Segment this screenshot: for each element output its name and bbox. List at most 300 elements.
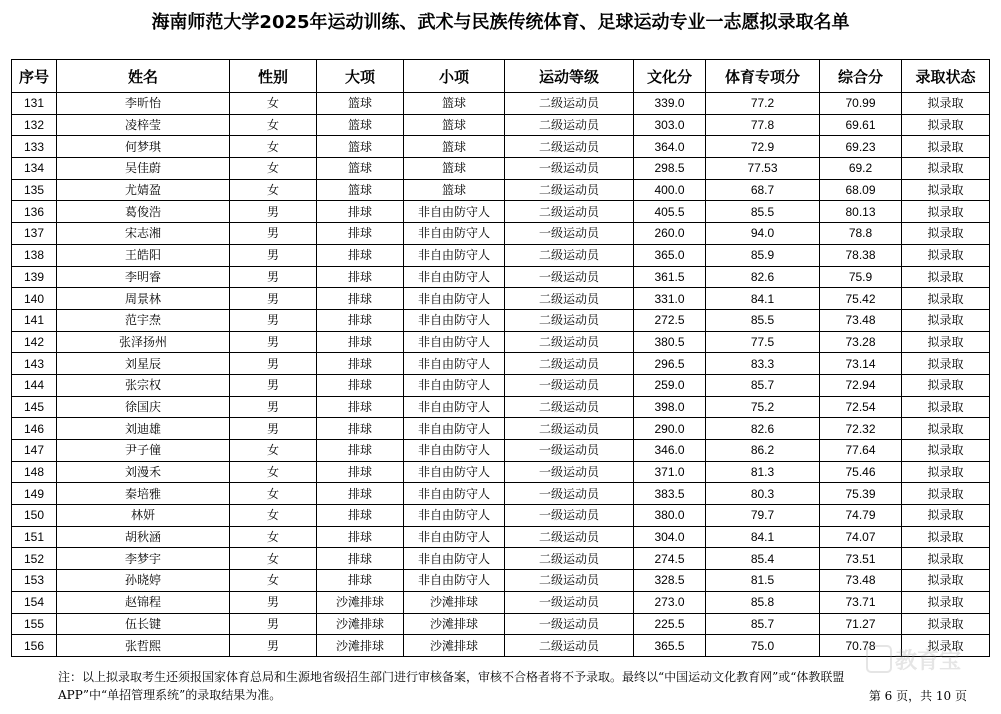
table-cell: 73.51 [820,548,902,570]
table-cell: 排球 [317,353,404,375]
watermark-text: 教育宝 [895,649,962,674]
table-cell: 篮球 [317,158,404,180]
table-cell: 339.0 [634,93,706,115]
table-cell: 135 [12,179,57,201]
table-cell: 拟录取 [902,613,990,635]
table-cell: 沙滩排球 [317,591,404,613]
table-cell: 非自由防守人 [404,309,505,331]
table-cell: 140 [12,288,57,310]
table-cell: 85.5 [706,201,820,223]
table-cell: 排球 [317,201,404,223]
table-cell: 男 [230,288,317,310]
table-cell: 周景林 [57,288,230,310]
table-cell: 凌梓莹 [57,114,230,136]
table-cell: 81.3 [706,461,820,483]
table-cell: 非自由防守人 [404,266,505,288]
table-cell: 365.5 [634,635,706,657]
table-cell: 范宇焘 [57,309,230,331]
table-cell: 男 [230,201,317,223]
table-cell: 380.0 [634,505,706,527]
table-cell: 二级运动员 [505,353,634,375]
table-cell: 篮球 [317,93,404,115]
table-cell: 131 [12,93,57,115]
table-cell: 男 [230,309,317,331]
table-cell: 二级运动员 [505,136,634,158]
table-cell: 非自由防守人 [404,418,505,440]
table-cell: 葛俊浩 [57,201,230,223]
table-cell: 383.5 [634,483,706,505]
table-cell: 拟录取 [902,353,990,375]
table-cell: 73.14 [820,353,902,375]
table-row [12,635,990,657]
table-cell: 排球 [317,396,404,418]
table-cell: 346.0 [634,440,706,462]
table-cell: 73.28 [820,331,902,353]
table-cell: 非自由防守人 [404,331,505,353]
table-cell: 王皓阳 [57,244,230,266]
table-cell: 147 [12,440,57,462]
table-cell: 拟录取 [902,158,990,180]
table-cell: 380.5 [634,331,706,353]
table-cell: 144 [12,374,57,396]
table-cell: 非自由防守人 [404,461,505,483]
table-cell: 二级运动员 [505,635,634,657]
table-cell: 二级运动员 [505,396,634,418]
table-cell: 二级运动员 [505,418,634,440]
table-cell: 133 [12,136,57,158]
table-cell: 二级运动员 [505,201,634,223]
table-cell: 女 [230,505,317,527]
table-cell: 328.5 [634,570,706,592]
table-cell: 二级运动员 [505,179,634,201]
table-cell: 篮球 [317,136,404,158]
table-cell: 沙滩排球 [404,591,505,613]
table-cell: 男 [230,266,317,288]
table-cell: 拟录取 [902,591,990,613]
column-header: 综合分 [820,60,902,93]
table-row [12,548,990,570]
table-cell: 398.0 [634,396,706,418]
table-cell: 男 [230,418,317,440]
table-cell: 沙滩排球 [317,635,404,657]
table-cell: 拟录取 [902,266,990,288]
table-cell: 405.5 [634,201,706,223]
table-cell: 273.0 [634,591,706,613]
table-row [12,331,990,353]
table-cell: 75.9 [820,266,902,288]
table-cell: 女 [230,93,317,115]
table-cell: 274.5 [634,548,706,570]
table-cell: 一级运动员 [505,505,634,527]
table-cell: 84.1 [706,526,820,548]
table-cell: 68.7 [706,179,820,201]
table-cell: 68.09 [820,179,902,201]
table-cell: 张宗权 [57,374,230,396]
table-cell: 排球 [317,331,404,353]
page-number: 第 6 页，共 10 页 [868,689,967,703]
table-cell: 75.42 [820,288,902,310]
table-cell: 女 [230,440,317,462]
column-header: 录取状态 [902,60,990,93]
table-cell: 非自由防守人 [404,201,505,223]
table-cell: 69.23 [820,136,902,158]
table-cell: 225.5 [634,613,706,635]
table-cell: 137 [12,223,57,245]
table-cell: 81.5 [706,570,820,592]
table-cell: 134 [12,158,57,180]
table-cell: 男 [230,223,317,245]
table-cell: 148 [12,461,57,483]
table-cell: 拟录取 [902,374,990,396]
table-body [12,93,990,657]
table-cell: 365.0 [634,244,706,266]
column-header: 小项 [404,60,505,93]
table-cell: 刘漫禾 [57,461,230,483]
table-cell: 152 [12,548,57,570]
table-cell: 141 [12,309,57,331]
table-cell: 一级运动员 [505,158,634,180]
table-cell: 84.1 [706,288,820,310]
table-cell: 非自由防守人 [404,570,505,592]
table-cell: 70.99 [820,93,902,115]
table-cell: 364.0 [634,136,706,158]
table-cell: 孙晓婷 [57,570,230,592]
table-cell: 一级运动员 [505,440,634,462]
table-cell: 非自由防守人 [404,505,505,527]
table-cell: 80.13 [820,201,902,223]
table-row [12,179,990,201]
table-cell: 二级运动员 [505,309,634,331]
table-cell: 非自由防守人 [404,244,505,266]
table-cell: 94.0 [706,223,820,245]
table-row [12,353,990,375]
table-cell: 132 [12,114,57,136]
table-row [12,201,990,223]
table-cell: 72.32 [820,418,902,440]
table-cell: 拟录取 [902,396,990,418]
table-cell: 260.0 [634,223,706,245]
table-cell: 二级运动员 [505,288,634,310]
table-cell: 拟录取 [902,331,990,353]
table-row [12,418,990,440]
table-cell: 何梦琪 [57,136,230,158]
table-cell: 拟录取 [902,114,990,136]
table-cell: 男 [230,331,317,353]
table-cell: 331.0 [634,288,706,310]
table-cell: 77.5 [706,331,820,353]
table-cell: 73.48 [820,570,902,592]
table-cell: 非自由防守人 [404,353,505,375]
table-cell: 259.0 [634,374,706,396]
table-cell: 一级运动员 [505,483,634,505]
table-cell: 非自由防守人 [404,396,505,418]
table-cell: 146 [12,418,57,440]
document-title: 海南师范大学2025年运动训练、武术与民族传统体育、足球运动专业一志愿拟录取名单 [151,12,850,33]
table-cell: 吴佳蔚 [57,158,230,180]
table-cell: 304.0 [634,526,706,548]
table-cell: 女 [230,461,317,483]
table-row [12,158,990,180]
table-cell: 篮球 [404,93,505,115]
table-cell: 75.46 [820,461,902,483]
table-cell: 一级运动员 [505,613,634,635]
table-cell: 拟录取 [902,93,990,115]
table-cell: 刘星辰 [57,353,230,375]
table-cell: 篮球 [317,114,404,136]
table-cell: 拟录取 [902,288,990,310]
table-row [12,223,990,245]
table-cell: 拟录取 [902,136,990,158]
table-cell: 男 [230,591,317,613]
table-cell: 尤婧盈 [57,179,230,201]
table-cell: 非自由防守人 [404,526,505,548]
table-cell: 79.7 [706,505,820,527]
table-cell: 85.8 [706,591,820,613]
table-cell: 女 [230,136,317,158]
table-cell: 303.0 [634,114,706,136]
table-cell: 154 [12,591,57,613]
table-cell: 二级运动员 [505,548,634,570]
table-cell: 篮球 [404,114,505,136]
table-row [12,440,990,462]
table-cell: 150 [12,505,57,527]
table-row [12,396,990,418]
table-cell: 298.5 [634,158,706,180]
table-cell: 非自由防守人 [404,440,505,462]
table-cell: 赵锦程 [57,591,230,613]
table-cell: 李明睿 [57,266,230,288]
column-header: 大项 [317,60,404,93]
column-header: 序号 [12,60,57,93]
table-cell: 排球 [317,461,404,483]
table-cell: 李梦宇 [57,548,230,570]
table-cell: 77.53 [706,158,820,180]
table-cell: 72.94 [820,374,902,396]
table-cell: 沙滩排球 [317,613,404,635]
table-row [12,288,990,310]
table-cell: 69.2 [820,158,902,180]
table-cell: 男 [230,374,317,396]
table-cell: 排球 [317,526,404,548]
table-cell: 非自由防守人 [404,548,505,570]
table-cell: 篮球 [404,158,505,180]
table-cell: 145 [12,396,57,418]
table-cell: 女 [230,483,317,505]
table-cell: 153 [12,570,57,592]
table-cell: 85.7 [706,613,820,635]
table-row [12,136,990,158]
table-cell: 二级运动员 [505,331,634,353]
table-cell: 75.39 [820,483,902,505]
table-cell: 二级运动员 [505,114,634,136]
table-cell: 拟录取 [902,548,990,570]
table-cell: 272.5 [634,309,706,331]
table-cell: 二级运动员 [505,244,634,266]
table-cell: 拟录取 [902,483,990,505]
table-cell: 尹子僮 [57,440,230,462]
table-cell: 77.8 [706,114,820,136]
table-cell: 85.9 [706,244,820,266]
table-cell: 排球 [317,418,404,440]
table-row [12,483,990,505]
table-cell: 宋志湘 [57,223,230,245]
table-cell: 73.71 [820,591,902,613]
table-cell: 女 [230,570,317,592]
table-cell: 排球 [317,374,404,396]
table-cell: 拟录取 [902,570,990,592]
table-cell: 排球 [317,440,404,462]
table-cell: 一级运动员 [505,223,634,245]
table-cell: 女 [230,114,317,136]
table-cell: 排球 [317,570,404,592]
table-cell: 拟录取 [902,418,990,440]
table-cell: 69.61 [820,114,902,136]
table-cell: 拟录取 [902,635,990,657]
table-cell: 胡秋涵 [57,526,230,548]
table-cell: 男 [230,396,317,418]
table-cell: 78.8 [820,223,902,245]
table-cell: 一级运动员 [505,374,634,396]
table-cell: 拟录取 [902,526,990,548]
table-row [12,570,990,592]
table-cell: 400.0 [634,179,706,201]
table-cell: 女 [230,179,317,201]
table-cell: 149 [12,483,57,505]
table-cell: 排球 [317,309,404,331]
table-cell: 男 [230,244,317,266]
table-cell: 徐国庆 [57,396,230,418]
table-row [12,461,990,483]
table-cell: 篮球 [404,179,505,201]
table-cell: 290.0 [634,418,706,440]
table-cell: 75.2 [706,396,820,418]
table-cell: 371.0 [634,461,706,483]
table-cell: 二级运动员 [505,526,634,548]
table-cell: 排球 [317,505,404,527]
table-cell: 一级运动员 [505,461,634,483]
table-cell: 85.5 [706,309,820,331]
table-cell: 篮球 [317,179,404,201]
table-cell: 女 [230,526,317,548]
admission-table [11,59,990,657]
table-cell: 72.54 [820,396,902,418]
table-cell: 71.27 [820,613,902,635]
table-cell: 排球 [317,548,404,570]
table-row [12,266,990,288]
table-cell: 非自由防守人 [404,374,505,396]
table-cell: 138 [12,244,57,266]
table-cell: 拟录取 [902,201,990,223]
table-cell: 非自由防守人 [404,223,505,245]
table-cell: 拟录取 [902,179,990,201]
column-header: 体育专项分 [706,60,820,93]
table-cell: 拟录取 [902,244,990,266]
table-cell: 二级运动员 [505,93,634,115]
table-cell: 排球 [317,244,404,266]
table-row [12,526,990,548]
table-cell: 77.2 [706,93,820,115]
table-cell: 139 [12,266,57,288]
table-cell: 非自由防守人 [404,288,505,310]
table-cell: 沙滩排球 [404,635,505,657]
table-cell: 70.78 [820,635,902,657]
column-header: 姓名 [57,60,230,93]
table-cell: 拟录取 [902,461,990,483]
table-cell: 排球 [317,266,404,288]
table-cell: 男 [230,353,317,375]
table-cell: 拟录取 [902,309,990,331]
table-cell: 155 [12,613,57,635]
table-cell: 张泽扬州 [57,331,230,353]
table-header-row [12,60,990,93]
table-cell: 143 [12,353,57,375]
table-cell: 85.4 [706,548,820,570]
table-cell: 156 [12,635,57,657]
column-header: 运动等级 [505,60,634,93]
table-cell: 82.6 [706,266,820,288]
table-cell: 78.38 [820,244,902,266]
table-cell: 75.0 [706,635,820,657]
table-cell: 82.6 [706,418,820,440]
table-cell: 篮球 [404,136,505,158]
table-cell: 伍长键 [57,613,230,635]
table-cell: 非自由防守人 [404,483,505,505]
table-cell: 一级运动员 [505,266,634,288]
table-cell: 刘迪雄 [57,418,230,440]
table-cell: 77.64 [820,440,902,462]
table-cell: 张哲熙 [57,635,230,657]
table-cell: 拟录取 [902,440,990,462]
table-cell: 二级运动员 [505,570,634,592]
table-cell: 拟录取 [902,505,990,527]
table-cell: 74.07 [820,526,902,548]
table-cell: 142 [12,331,57,353]
table-cell: 一级运动员 [505,591,634,613]
column-header: 性别 [230,60,317,93]
table-cell: 86.2 [706,440,820,462]
table-cell: 女 [230,548,317,570]
table-cell: 136 [12,201,57,223]
table-row [12,613,990,635]
table-cell: 361.5 [634,266,706,288]
table-cell: 林妍 [57,505,230,527]
table-cell: 74.79 [820,505,902,527]
table-cell: 女 [230,158,317,180]
table-cell: 男 [230,635,317,657]
table-cell: 排球 [317,483,404,505]
table-row [12,114,990,136]
table-row [12,591,990,613]
table-cell: 85.7 [706,374,820,396]
table-row [12,93,990,115]
table-cell: 72.9 [706,136,820,158]
table-cell: 秦培雅 [57,483,230,505]
table-row [12,374,990,396]
table-cell: 拟录取 [902,223,990,245]
table-cell: 男 [230,613,317,635]
column-header: 文化分 [634,60,706,93]
table-cell: 沙滩排球 [404,613,505,635]
table-row [12,244,990,266]
table-cell: 73.48 [820,309,902,331]
table-cell: 排球 [317,223,404,245]
table-cell: 296.5 [634,353,706,375]
table-cell: 80.3 [706,483,820,505]
table-row [12,309,990,331]
table-cell: 李昕怡 [57,93,230,115]
table-row [12,505,990,527]
table-cell: 83.3 [706,353,820,375]
